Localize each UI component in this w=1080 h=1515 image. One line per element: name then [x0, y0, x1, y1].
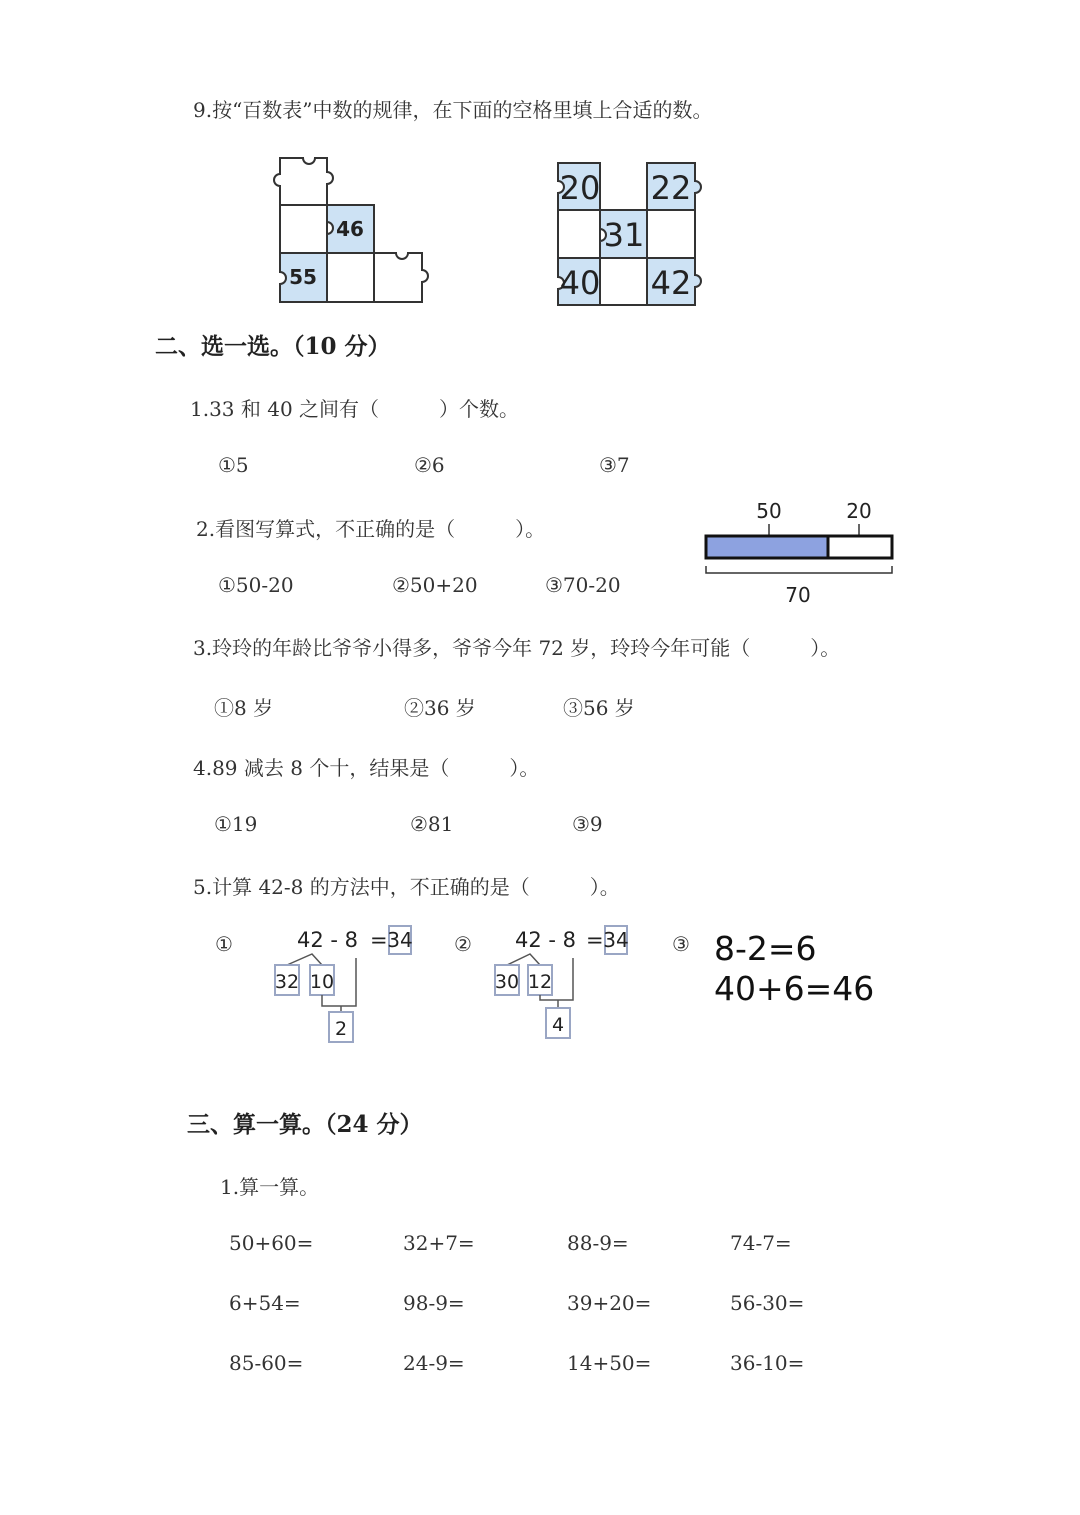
puzzle-left — [270, 150, 435, 310]
method2-diagram — [485, 920, 645, 1050]
section3-sub: 1.算一算。 — [220, 1175, 320, 1199]
method2-expr: 42 - 8 — [515, 928, 577, 952]
s2-q1-opt2: ②6 — [414, 453, 445, 477]
calc-item: 36-10= — [730, 1351, 805, 1375]
calc-item: 14+50= — [567, 1351, 652, 1375]
calc-item: 50+60= — [229, 1231, 314, 1255]
s2-q3-opt3: ③56 岁 — [563, 696, 635, 720]
s2-q2-text: 2.看图写算式，不正确的是（ ）。 — [196, 517, 546, 541]
bar-empty-segment — [828, 536, 892, 558]
s2-q3-opt2: ②36 岁 — [404, 696, 476, 720]
puzzle2-n5: 42 — [650, 264, 692, 302]
method3-marker: ③ — [672, 932, 690, 956]
bar-total-label: 70 — [785, 583, 811, 607]
calc-item: 56-30= — [730, 1291, 805, 1315]
s2-q4-opt3: ③9 — [572, 812, 603, 836]
method1-split-a: 32 — [274, 971, 300, 993]
section2-title: 二、选一选。（10 分） — [155, 333, 391, 360]
calc-item: 32+7= — [403, 1231, 475, 1255]
method2-split-b: 12 — [527, 971, 553, 993]
calc-item: 6+54= — [229, 1291, 301, 1315]
puzzle2-n3: 31 — [603, 216, 645, 254]
bar-left-label: 50 — [756, 499, 782, 523]
method1-diagram — [265, 920, 425, 1050]
s2-q4-opt1: ①19 — [214, 812, 258, 836]
s2-q4-opt2: ②81 — [410, 812, 454, 836]
bar-right-label: 20 — [846, 499, 872, 523]
puzzle1-given-b: 55 — [289, 265, 317, 289]
calc-item: 85-60= — [229, 1351, 304, 1375]
method1-expr: 42 - 8 — [297, 928, 359, 952]
s2-q1-opt1: ①5 — [218, 453, 249, 477]
calc-item: 39+20= — [567, 1291, 652, 1315]
puzzle2-n1: 20 — [559, 169, 601, 207]
puzzle-right — [550, 155, 710, 315]
s2-q2-opt1: ①50-20 — [218, 573, 294, 597]
calc-item: 98-9= — [403, 1291, 465, 1315]
s2-q3-text: 3.玲玲的年龄比爷爷小得多，爷爷今年 72 岁，玲玲今年可能（ ）。 — [193, 636, 841, 660]
puzzle2-n4: 40 — [559, 264, 601, 302]
bar-filled-segment — [706, 536, 828, 558]
s2-q5-text: 5.计算 42-8 的方法中，不正确的是（ ）。 — [193, 875, 620, 899]
calc-item: 74-7= — [730, 1231, 792, 1255]
s2-q3-opt1: ①8 岁 — [214, 696, 274, 720]
method2-result: 34 — [603, 928, 629, 952]
q9-text: 9.按“百数表”中数的规律，在下面的空格里填上合适的数。 — [193, 98, 713, 122]
puzzle1-given-a: 46 — [336, 217, 364, 241]
method1-marker: ① — [215, 932, 233, 956]
method1-eq: = — [370, 928, 388, 952]
s2-q4-text: 4.89 减去 8 个十，结果是（ ）。 — [193, 756, 540, 780]
method2-split-a: 30 — [494, 971, 520, 993]
calc-item: 88-9= — [567, 1231, 629, 1255]
calc-item: 24-9= — [403, 1351, 465, 1375]
method1-result: 34 — [387, 928, 413, 952]
method1-step: 2 — [334, 1018, 348, 1040]
s2-q1-opt3: ③7 — [599, 453, 630, 477]
s2-q2-opt3: ③70-20 — [545, 573, 621, 597]
method3-line1: 8-2=6 — [714, 929, 817, 968]
puzzle2-n2: 22 — [650, 169, 692, 207]
segment-bar-diagram — [700, 496, 900, 608]
method2-eq: = — [586, 928, 604, 952]
method2-marker: ② — [454, 932, 472, 956]
method1-split-b: 10 — [309, 971, 335, 993]
method3-line2: 40+6=46 — [714, 969, 875, 1008]
method2-step: 4 — [551, 1014, 565, 1036]
s2-q2-opt2: ②50+20 — [392, 573, 478, 597]
section3-title: 三、算一算。（24 分） — [187, 1111, 423, 1138]
s2-q1-text: 1.33 和 40 之间有（ ）个数。 — [190, 397, 520, 421]
